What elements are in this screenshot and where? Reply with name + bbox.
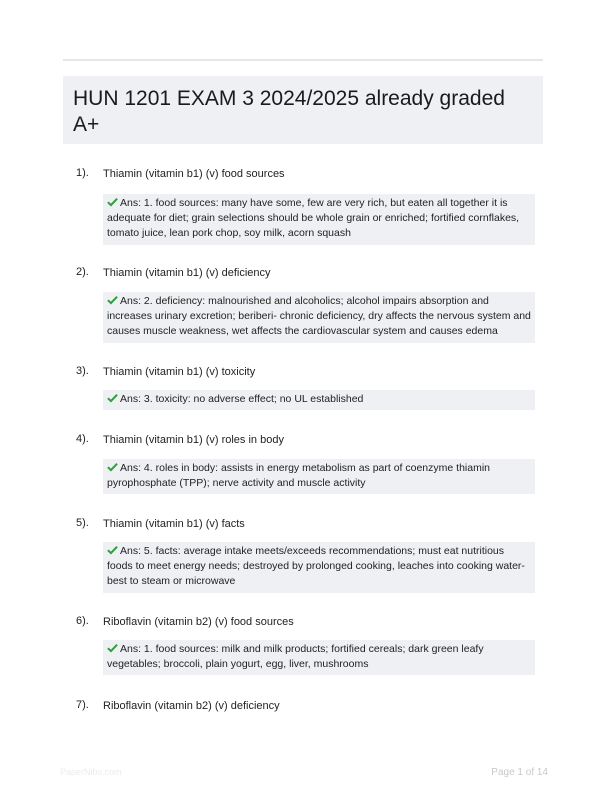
page-number: Page 1 of 14 [491,767,548,778]
answer-box [103,194,535,245]
question-text: Thiamin (vitamin b1) (v) facts [103,518,245,530]
question-number: 6). [76,615,89,627]
answer-box [103,390,535,410]
check-icon [107,295,118,305]
question-number: 5). [76,517,89,529]
answer-text: Ans: 5. facts: average intake meets/exceeds recommendations; must eat nutritious foods to meet energy needs; destroyed by prolonged cooking, leaches into cooking water- best to steam or microwave [107,545,525,588]
check-icon [107,462,118,472]
check-icon [107,545,118,555]
answer-text: Ans: 1. food sources: many have some, few are very rich, but eaten all together it is adequate for diet; grain selections should be whole grain or enriched; fortified cornflakes, tomato juice, lean pork chop, soy milk, acorn squash [107,197,520,240]
title-banner [63,76,543,144]
question-number: 4). [76,433,89,445]
question-text: Thiamin (vitamin b1) (v) roles in body [103,434,284,446]
document-title: HUN 1201 EXAM 3 2024/2025 already graded A+ [73,87,505,136]
answer-text: Ans: 3. toxicity: no adverse effect; no UL established [120,393,364,405]
answer-box [103,640,535,675]
question-number: 7). [76,699,89,711]
answer-text: Ans: 1. food sources: milk and milk products; fortified cereals; dark green leafy vegetables; broccoli, plain yogurt, egg, liver, mushrooms [107,643,484,671]
question-number: 1). [76,167,89,179]
question-number: 3). [76,365,89,377]
answer-text: Ans: 4. roles in body: assists in energy metabolism as part of coenzyme thiamin pyrophosphate (TPP); nerve activity and muscle activity [107,462,491,490]
footer-watermark: PaperNibs.com [60,767,122,777]
question-text: Thiamin (vitamin b1) (v) deficiency [103,267,271,279]
question-text: Riboflavin (vitamin b2) (v) deficiency [103,700,280,712]
check-icon [107,393,118,403]
answer-box [103,459,535,494]
answer-box [103,542,535,593]
answer-text: Ans: 2. deficiency: malnourished and alcoholics; alcohol impairs absorption and increases urinary excretion; beriberi- chronic deficiency, dry affects the nervous system and causes muscle weakness, wet affects the cardiovascular system and causes edema [107,295,531,338]
top-divider [63,59,543,61]
check-icon [107,643,118,653]
check-icon [107,197,118,207]
question-text: Thiamin (vitamin b1) (v) food sources [103,168,285,180]
question-text: Riboflavin (vitamin b2) (v) food sources [103,616,294,628]
question-text: Thiamin (vitamin b1) (v) toxicity [103,366,256,378]
question-number: 2). [76,266,89,278]
answer-box [103,292,535,343]
